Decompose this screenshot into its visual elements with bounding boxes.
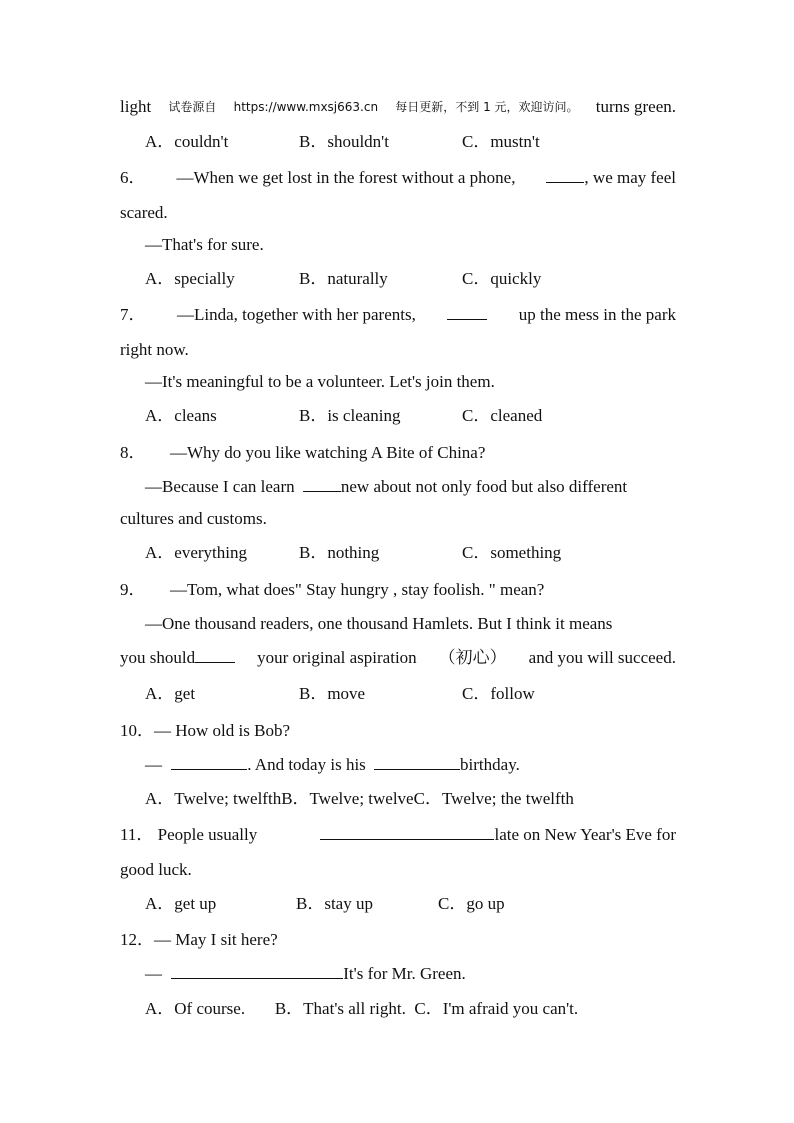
chinese-gloss: （初心） xyxy=(438,648,507,667)
watermark-text-b: 每日更新，不到 1 元，欢迎访问。 xyxy=(395,100,579,114)
option-c: C．mustn't xyxy=(462,132,540,151)
header-word-end: turns green. xyxy=(595,97,676,116)
option-b: B．is cleaning xyxy=(299,406,401,425)
q12-question: 12．— May I sit here? xyxy=(120,930,278,949)
question-text: —Why do you like watching A Bite of China? xyxy=(170,443,486,462)
answer-blank xyxy=(195,647,235,663)
question-text-end: late on New Year's Eve for xyxy=(494,825,676,844)
q10-options: A．Twelve; twelfthB．Twelve; twelveC．Twelve; the twelfth xyxy=(145,789,574,808)
continuation-blank-group xyxy=(120,647,235,669)
question-text: 11． People usually xyxy=(120,825,258,844)
q9-reply xyxy=(145,613,676,635)
question-number: 7． xyxy=(120,305,146,324)
q6-question xyxy=(120,167,676,189)
q11-question xyxy=(120,824,676,846)
question-text-end: up the mess in the park xyxy=(518,305,676,324)
option-c: C．go up xyxy=(438,894,505,913)
header-word-start: light xyxy=(120,97,152,116)
question-number: 6． xyxy=(120,168,146,187)
reply-text-end: It's for Mr. Green. xyxy=(343,964,466,983)
q7-question xyxy=(120,304,676,326)
q8-question xyxy=(120,442,676,464)
watermark-url: https://www.mxsj663.cn xyxy=(233,100,379,114)
question-text: —Tom, what does" Stay hungry , stay foolish. " mean? xyxy=(170,580,545,599)
reply-text: —One thousand readers, one thousand Hamlets. But I think it means xyxy=(145,614,613,633)
option-a: A．everything xyxy=(145,543,247,562)
q7-reply: —It's meaningful to be a volunteer. Let's join them. xyxy=(145,372,495,391)
q8-reply xyxy=(145,476,676,498)
answer-blank xyxy=(447,304,487,320)
question-text: —Linda, together with her parents, xyxy=(176,305,416,324)
option-b: B．move xyxy=(299,684,366,703)
option-c: C．follow xyxy=(462,684,535,703)
q6-continuation: scared. xyxy=(120,203,168,222)
question-blank-group xyxy=(320,824,676,846)
reply-dash: — xyxy=(145,964,162,983)
answer-blank xyxy=(171,754,247,770)
option-a: A．couldn't xyxy=(145,132,229,151)
q8-continuation: cultures and customs. xyxy=(120,509,267,528)
header-line xyxy=(120,96,676,118)
answer-blank xyxy=(374,754,460,770)
option-a: A．cleans xyxy=(145,406,217,425)
answer-blank xyxy=(303,476,341,492)
option-a: A．specially xyxy=(145,269,235,288)
reply-text: —Because I can learn xyxy=(145,477,295,496)
question-text-end: , we may feel xyxy=(584,168,676,187)
question-blank-group xyxy=(546,167,676,189)
option-c: C．cleaned xyxy=(462,406,543,425)
q10-reply xyxy=(145,754,676,776)
answer-blank xyxy=(320,824,494,840)
q11-continuation: good luck. xyxy=(120,860,192,879)
q10-question: 10．— How old is Bob? xyxy=(120,721,290,740)
continuation-text: you should xyxy=(120,648,196,667)
reply-text: . And today is his xyxy=(247,755,366,774)
q6-reply: —That's for sure. xyxy=(145,235,264,254)
reply-text-end: birthday. xyxy=(460,755,520,774)
q12-options: A．Of course. B．That's all right. C．I'm afraid you can't. xyxy=(145,999,579,1018)
question-text: —When we get lost in the forest without a phone, xyxy=(176,168,516,187)
q9-continuation xyxy=(120,647,676,669)
q9-question xyxy=(120,579,676,601)
question-number: 8． xyxy=(120,443,146,462)
continuation-text-mid: your original aspiration xyxy=(257,648,417,667)
reply-text-end: new about not only food but also different xyxy=(340,477,628,496)
q12-reply xyxy=(145,963,676,985)
answer-blank xyxy=(546,167,584,183)
q7-continuation: right now. xyxy=(120,340,189,359)
question-number: 9． xyxy=(120,580,146,599)
option-a: A．get xyxy=(145,684,196,703)
continuation-text-end: and you will succeed. xyxy=(528,648,676,667)
option-c: C．quickly xyxy=(462,269,542,288)
option-b: B．stay up xyxy=(296,894,373,913)
option-b: B．shouldn't xyxy=(299,132,389,151)
option-a: A．get up xyxy=(145,894,217,913)
watermark-text-a: 试卷源自 xyxy=(168,100,217,114)
answer-blank xyxy=(171,963,343,979)
option-b: B．naturally xyxy=(299,269,388,288)
reply-dash: — xyxy=(145,755,162,774)
option-b: B．nothing xyxy=(299,543,380,562)
option-c: C．something xyxy=(462,543,562,562)
